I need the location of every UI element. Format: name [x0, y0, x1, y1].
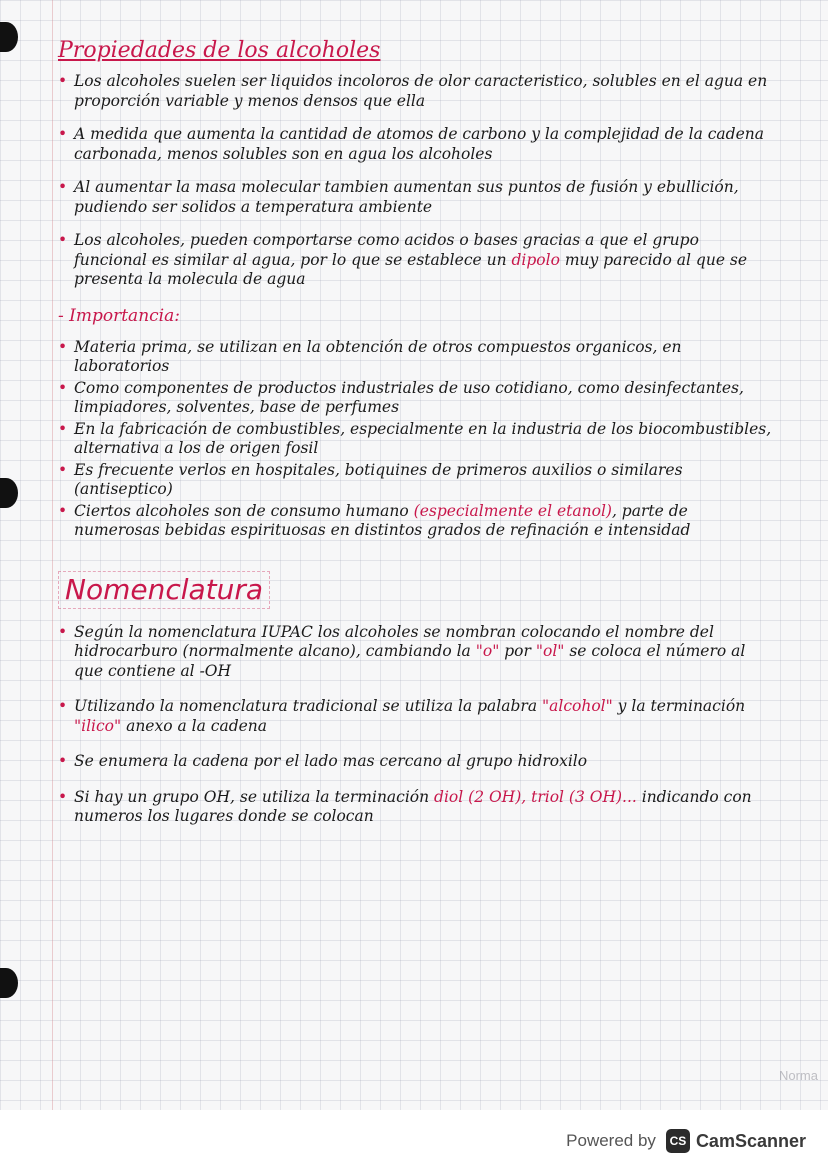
- scanner-watermark: [566, 1126, 806, 1156]
- list-item: [58, 697, 772, 736]
- item-text: Los alcoholes, pueden comportarse como acidos o bases gracias a que el grupo funcional es similar al agua, por lo que se establece un: [74, 231, 699, 269]
- item-text: Al aumentar la masa molecular tambien aumentan sus puntos de fusión y ebullición, pudiendo ser solidos a temperatura ambiente: [74, 178, 739, 216]
- item-text: Utilizando la nomenclatura tradicional se utiliza la palabra: [74, 697, 542, 715]
- page-title: Propiedades de los alcoholes: [58, 38, 381, 63]
- item-text: Es frecuente verlos en hospitales, botiquines de primeros auxilios o similares (antiseptico): [74, 460, 683, 498]
- bullet-icon: •: [58, 460, 68, 479]
- item-text: En la fabricación de combustibles, especialmente en la industria de los biocombustibles, alternativa a los de origen fosil: [74, 419, 772, 457]
- list-item: [58, 379, 772, 418]
- bullet-icon: •: [58, 337, 68, 356]
- bullet-icon: •: [58, 752, 68, 770]
- item-text: Los alcoholes suelen ser liquidos incoloros de olor caracteristico, solubles en el agua en proporción variable y menos densos que ella: [74, 72, 768, 110]
- importance-heading: - Importancia:: [58, 305, 180, 326]
- notes-content: [58, 36, 772, 843]
- notebook-brand-mark: Norma: [778, 1068, 818, 1083]
- powered-by-text: Powered by: [566, 1131, 656, 1150]
- binder-hole-3: [0, 968, 18, 998]
- item-text: se coloca el número al que contiene al -OH: [74, 642, 746, 680]
- list-item: [58, 502, 772, 541]
- nomenclature-title: Nomenclatura: [58, 571, 270, 609]
- item-text: Se enumera la cadena por el lado mas cercano al grupo hidroxilo: [74, 752, 588, 770]
- item-text: por: [499, 642, 536, 660]
- bullet-icon: •: [58, 419, 68, 438]
- list-item: [58, 420, 772, 459]
- item-text: Como componentes de productos industriales de uso cotidiano, como desinfectantes, limpiadores, solventes, base de perfumes: [74, 378, 744, 416]
- bullet-icon: •: [58, 125, 68, 143]
- bullet-icon: •: [58, 378, 68, 397]
- highlight-dipolo: dipolo: [511, 250, 560, 269]
- highlight-ol: "ol": [535, 642, 565, 660]
- item-text: Materia prima, se utilizan en la obtención de otros compuestos organicos, en laboratorios: [74, 337, 682, 375]
- item-text: Según la nomenclatura IUPAC los alcoholes se nombran colocando el nombre del hidrocarburo (normalmente alcano), cambiando la: [74, 622, 714, 660]
- highlight-diol-triol: diol (2 OH), triol (3 OH)...: [434, 787, 637, 806]
- bullet-icon: •: [58, 178, 68, 196]
- highlight-o: "o": [475, 642, 500, 660]
- bullet-icon: •: [58, 231, 68, 249]
- list-item: [58, 752, 772, 772]
- highlight-alcohol: "alcohol": [542, 697, 613, 715]
- bullet-icon: •: [58, 787, 68, 806]
- list-item: [58, 623, 772, 682]
- list-item: [58, 72, 772, 111]
- item-text: y la terminación: [612, 697, 746, 715]
- highlight-ilico: "ilico": [74, 716, 122, 735]
- item-text: anexo a la cadena: [121, 716, 268, 735]
- binder-hole-1: [0, 22, 18, 52]
- list-item: [58, 178, 772, 217]
- list-item: [58, 231, 772, 290]
- bullet-icon: •: [58, 622, 68, 641]
- bullet-icon: •: [58, 697, 68, 715]
- list-item: [58, 788, 772, 827]
- item-text: Ciertos alcoholes son de consumo humano: [74, 501, 414, 520]
- camscanner-logo-icon: CS: [666, 1129, 690, 1153]
- item-text: Si hay un grupo OH, se utiliza la terminación: [74, 787, 435, 806]
- properties-list: [58, 72, 772, 290]
- item-text: , parte de numerosas bebidas espirituosas en distintos grados de refinación e intensidad: [74, 501, 691, 539]
- bullet-icon: •: [58, 72, 68, 90]
- item-text: indicando con numeros los lugares donde se colocan: [74, 787, 752, 825]
- item-text: A medida que aumenta la cantidad de atomos de carbono y la complejidad de la cadena carbonada, menos solubles son en agua los alcoholes: [74, 125, 764, 163]
- importance-list: [58, 338, 772, 541]
- bullet-icon: •: [58, 501, 68, 520]
- highlight-etanol: (especialmente el etanol): [413, 501, 612, 520]
- list-item: [58, 338, 772, 377]
- brand-name: CamScanner: [695, 1130, 806, 1151]
- list-item: [58, 125, 772, 164]
- binder-hole-2: [0, 478, 18, 508]
- nomenclature-list: [58, 623, 772, 827]
- margin-line: [52, 0, 53, 1110]
- list-item: [58, 461, 772, 500]
- item-text: muy parecido al que se presenta la molecula de agua: [74, 250, 748, 288]
